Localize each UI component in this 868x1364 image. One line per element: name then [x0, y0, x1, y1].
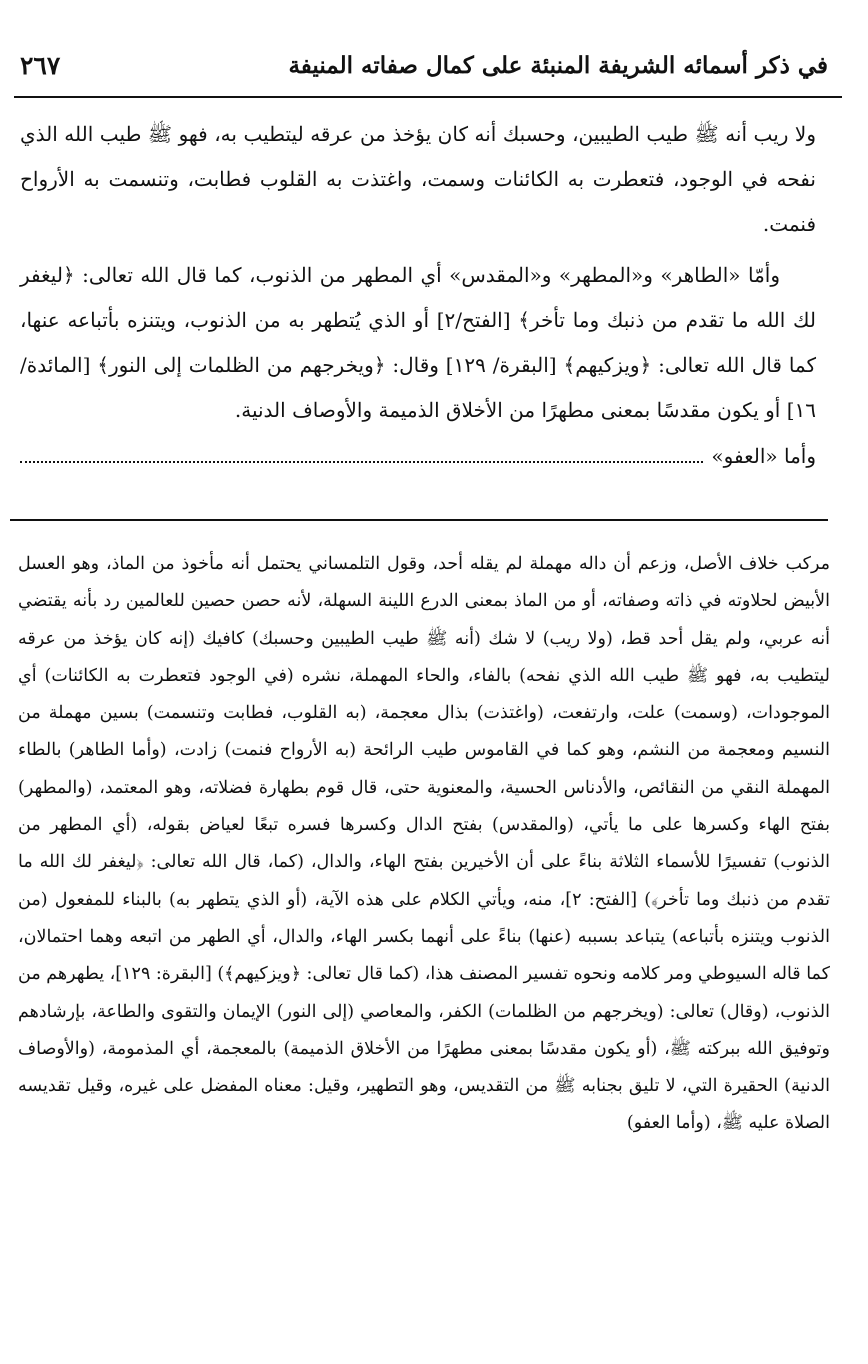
continuation-text: وأما «العفو» — [711, 444, 816, 468]
commentary-paragraph: مركب خلاف الأصل، وزعم أن داله مهملة لم يقله أحد، وقول التلمساني يحتمل أنه مأخوذ من الماذ، وهو العسل الأبيض لحلاوته في ذاته وصفاته، أو من الماذ بمعنى الدرع اللينة السهلة، لأنه حصن حصين للعالمين رد بأنه يقتضي أنه عربي، ولم يقل أحد قط، (ولا ريب) لا شك (أنه ﷺ طيب الطيبين وحسبك) كافيك (إنه كان يؤخذ من عرقه ليتطيب به، فهو ﷺ طيب الله الذي نفحه) بالفاء، والحاء المهملة، نشره (في الوجود فتعطرت به الكائنات) أي الموجودات، (وسمت) علت، وارتفعت، (واغتذت) بذال معجمة، (به القلوب، فطابت وتنسمت) بسين مهملة من النسيم ومعجمة من النشم، وهو كما في القاموس طيب الرائحة (به الأرواح فنمت) زادت، (وأما الطاهر) بالطاء المهملة النقي من النقائص، والأدناس الحسية، والمعنوية حتى، قال قوم بطهارة فضلاته، وهو المعتمد، (والمطهر) بفتح الهاء وكسرها على ما يأتي، (والمقدس) بفتح الدال وكسرها فسره تبعًا لعياض بقوله، (أي المطهر من الذنوب) تفسيرًا للأسماء الثلاثة بناءً على أن الأخيرين بفتح الهاء، والدال، (كما، قال الله تعالى: ﴿ليغفر لك الله ما تقدم من ذنبك وما تأخر﴾) [الفتح: ٢]، منه، ويأتي الكلام على هذه الآية، (أو الذي يتطهر به) بالبناء للمفعول (من الذنوب ويتنزه بأتباعه) يتباعد بسببه (عنها) بناءً على أنهما بكسر الهاء، والدال، أي الطهر من اتبعه وهما احتمالان، كما قاله السيوطي ومر كلامه ونحوه تفسير المصنف هذا، (كما قال تعالى: ﴿ويزكيهم﴾) [البقرة: ١٢٩]، يطهرهم من الذنوب، (وقال) تعالى: (ويخرجهم من الظلمات) الكفر، والمعاصي (إلى النور) الإيمان والتقوى والطاعة، بإرشادهم وتوفيق الله ببركته ﷺ، (أو يكون مقدسًا بمعنى مطهرًا من الأخلاق الذميمة) بالمعجمة، أي المذمومة، (والأوصاف الدنية) الحقيرة التي، لا تليق بجنابه ﷺ من التقديس، وهو التطهير، وقيل: معناه المفضل على غيره، وقيل تقديسه الصلاة عليه ﷺ، (وأما العفو) — [18, 554, 831, 1134]
main-paragraph: ولا ريب أنه ﷺ طيب الطيبين، وحسبك أنه كان يؤخذ من عرقه ليتطيب به، فهو ﷺ طيب الله الذي نفحه في الوجود، فتعطرت به الكائنات وسمت، واغتذت به القلوب فطابت، وتنسمت به الأرواح فنمت. — [20, 122, 816, 236]
commentary-separator — [10, 519, 828, 521]
main-text — [20, 112, 816, 475]
running-title: في ذكر أسمائه الشريفة المنبئة على كمال صفاته المنيفة — [288, 51, 828, 79]
page-header — [20, 40, 828, 90]
continuation-row — [20, 437, 816, 475]
main-paragraph: وأمّا «الطاهر» و«المطهر» و«المقدس» أي المطهر من الذنوب، كما قال الله تعالى: ﴿ليغفر لك الله ما تقدم من ذنبك وما تأخر﴾ [الفتح/٢] أو الذي يُتطهر به من الذنوب، ويتنزه بأتباعه عنها، كما قال الله تعالى: ﴿ويزكيهم﴾ [البقرة/ ١٢٩] وقال: ﴿ويخرجهم من الظلمات إلى النور﴾ [المائدة/ ١٦] أو يكون مقدسًا بمعنى مطهرًا من الأخلاق الذميمة والأوصاف الدنية. — [20, 263, 816, 422]
header-rule — [14, 96, 842, 98]
page-number: ٢٦٧ — [20, 50, 61, 80]
commentary-text — [18, 546, 830, 1143]
dotted-leader — [20, 461, 703, 463]
